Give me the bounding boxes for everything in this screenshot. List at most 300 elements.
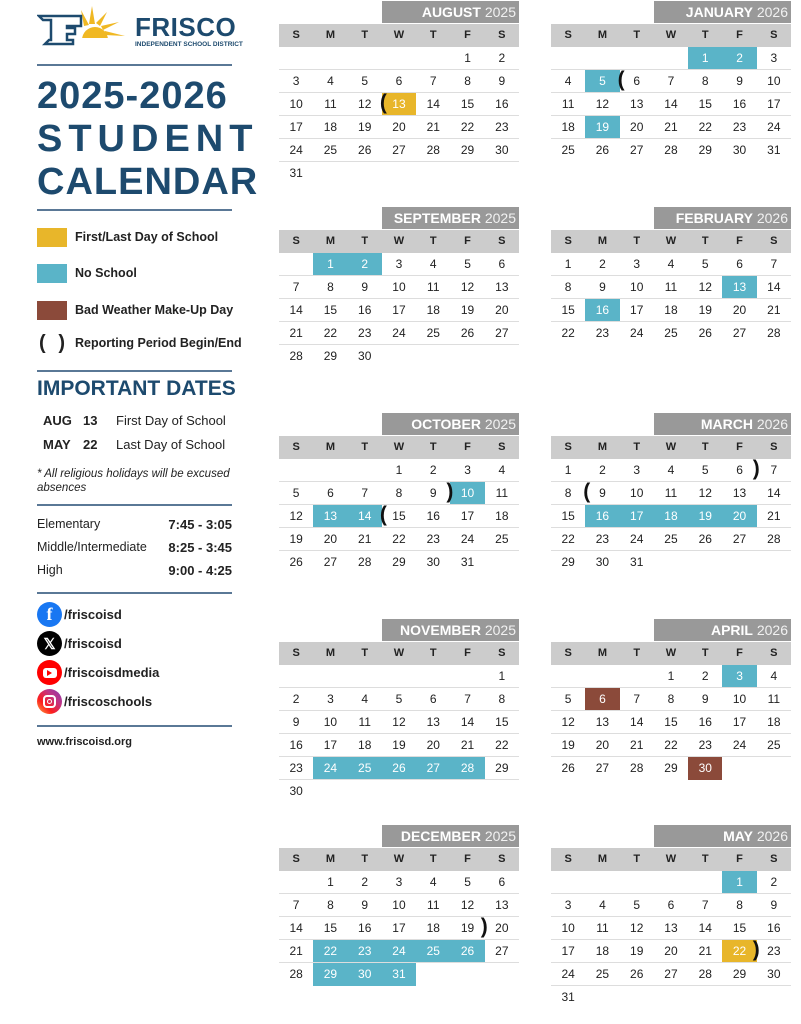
day-cell: 25 <box>595 967 610 981</box>
divider <box>37 209 232 211</box>
day-cell: 27 <box>732 326 747 340</box>
weekday-label: S <box>498 853 506 865</box>
day-cell: 8 <box>327 280 334 294</box>
day-cell: 3 <box>292 74 300 88</box>
week-row <box>279 322 519 345</box>
weekday-label: W <box>393 235 405 247</box>
weekday-label: S <box>498 647 506 659</box>
day-cell: 23 <box>595 532 610 546</box>
day-cell: 20 <box>495 921 509 935</box>
weekday-label: W <box>393 853 405 865</box>
day-cell: 14 <box>698 921 712 935</box>
day-cell: 12 <box>392 715 406 729</box>
weekday-label: W <box>665 647 677 659</box>
weekday-header <box>551 642 791 665</box>
month-header <box>382 207 519 229</box>
day-cell: 14 <box>289 921 303 935</box>
day-cell: 6 <box>498 257 506 271</box>
day-cell: 11 <box>427 280 440 294</box>
month-name: FEBRUARY <box>675 210 753 226</box>
day-cell: 26 <box>698 532 712 546</box>
day-cell: 6 ( <box>617 68 641 91</box>
day-cell <box>485 345 519 368</box>
weekday-label: T <box>429 853 437 865</box>
day-cell: 15 <box>495 715 509 729</box>
day-cell: 9 ) <box>429 480 454 503</box>
week-row <box>551 757 791 780</box>
weekday-header <box>551 24 791 47</box>
social-instagram[interactable] <box>37 689 152 714</box>
weekday-label: S <box>292 647 300 659</box>
day-cell: 3 <box>633 257 641 271</box>
weekday-label: F <box>464 29 471 41</box>
day-cell <box>757 986 791 1009</box>
day-cell: 15 <box>698 97 712 111</box>
weekday-header <box>551 848 791 871</box>
weekday-label: T <box>633 29 641 41</box>
day-cell <box>585 986 619 1009</box>
day-cell: 14 <box>664 97 678 111</box>
day-cell: 23 <box>767 944 781 958</box>
divider <box>37 64 232 66</box>
teal-swatch <box>37 264 67 283</box>
social-handle[interactable]: /friscoschools <box>64 694 153 709</box>
day-cell: 21 <box>767 303 781 317</box>
weekday-label: F <box>464 853 471 865</box>
week-row <box>279 93 519 116</box>
week-row <box>279 253 519 276</box>
day-cell: 22 <box>460 120 475 134</box>
day-cell: 7 <box>464 692 471 706</box>
day-cell: 16 <box>358 921 372 935</box>
week-row <box>279 780 519 803</box>
day-cell: 30 <box>358 349 372 363</box>
day-cell: 15 <box>460 97 475 111</box>
day-cell: 2 <box>292 692 300 706</box>
day-cell: 21 <box>664 120 678 134</box>
day-cell: 3 <box>722 665 756 687</box>
title-calendar: CALENDAR <box>37 161 259 203</box>
week-row <box>279 345 519 368</box>
divider <box>37 370 232 372</box>
day-cell: 7 <box>770 257 778 271</box>
day-cell: 1 <box>564 463 572 477</box>
weekday-label: T <box>633 235 641 247</box>
day-cell: 14 <box>767 280 781 294</box>
week-row <box>551 482 791 505</box>
day-cell: 17 <box>561 944 575 958</box>
day-cell: 20 <box>722 505 756 527</box>
title-years: 2025-2026 <box>37 75 228 117</box>
month-year: 2025 <box>480 4 516 20</box>
day-cell: 7 <box>770 463 778 477</box>
month-year: 2026 <box>752 828 788 844</box>
week-row <box>279 551 519 574</box>
school-hours: 9:00 - 4:25 <box>168 563 232 578</box>
day-cell: 12 <box>595 97 610 111</box>
social-handle[interactable]: /friscoisd <box>64 636 122 651</box>
day-cell: 18 <box>767 715 781 729</box>
day-cell: 22 <box>561 326 575 340</box>
x-icon: 𝕏 <box>37 631 62 656</box>
social-x[interactable] <box>37 631 122 656</box>
day-cell: 5 <box>464 257 471 271</box>
reporting-end-mark: ) <box>480 915 488 938</box>
day-cell: 28 <box>698 967 712 981</box>
week-row <box>551 276 791 299</box>
day-cell: 23 <box>495 120 509 134</box>
day-cell: 21 <box>426 120 440 134</box>
reporting-begin-mark: ( <box>379 503 387 526</box>
month-year: 2026 <box>752 210 788 226</box>
weekday-label: M <box>325 853 335 865</box>
weekday-label: T <box>701 853 709 865</box>
reporting-end-mark: ) <box>446 480 454 503</box>
day-cell <box>313 665 347 687</box>
important-date-row <box>43 413 226 428</box>
day-cell: 23 <box>595 326 610 340</box>
day-cell: 30 <box>767 967 781 981</box>
day-cell: 19 <box>392 738 406 752</box>
day-cell: 16 <box>767 921 781 935</box>
day-cell: 3 <box>395 257 403 271</box>
month-header <box>654 413 791 435</box>
weekday-label: T <box>701 235 709 247</box>
weekday-label: S <box>564 441 572 453</box>
day-cell: 16 <box>358 303 372 317</box>
hours-high <box>37 563 232 578</box>
open-paren: ( <box>39 331 46 354</box>
legend-no-school <box>37 263 137 283</box>
week-row <box>279 757 519 780</box>
weekday-label: S <box>564 853 572 865</box>
week-row <box>279 871 519 894</box>
week-row <box>279 162 519 185</box>
weekday-label: W <box>665 441 677 453</box>
week-row <box>551 505 791 528</box>
day-cell <box>348 162 382 185</box>
week-row <box>279 276 519 299</box>
day-cell: 10 <box>732 692 747 706</box>
week-row <box>279 505 519 528</box>
day-cell: 15 <box>561 303 575 317</box>
day-cell <box>416 162 450 185</box>
day-cell: 2 <box>770 875 778 889</box>
week-row <box>551 986 791 1009</box>
day-cell: 24 <box>561 967 575 981</box>
week-row <box>279 688 519 711</box>
day-cell: 20 <box>495 303 509 317</box>
day-cell: 11 <box>427 898 440 912</box>
weekday-label: T <box>361 853 369 865</box>
day-cell: 7 <box>292 898 300 912</box>
day-cell: 31 <box>460 555 475 569</box>
website-link[interactable]: www.friscoisd.org <box>37 736 132 748</box>
day-cell: 1 <box>688 47 722 69</box>
day-cell: 8 <box>395 486 403 500</box>
day-cell: 19 <box>289 532 303 546</box>
weekday-label: T <box>361 235 369 247</box>
day-cell: 1 <box>395 463 403 477</box>
day-cell: 29 <box>460 143 475 157</box>
legend-label: Bad Weather Make-Up Day <box>75 303 234 317</box>
day-cell: 20 <box>732 303 747 317</box>
day-cell <box>722 986 756 1009</box>
week-row <box>551 93 791 116</box>
weekday-label: T <box>361 647 369 659</box>
day-cell: 2 <box>361 875 369 889</box>
day-cell: 1 <box>498 669 506 683</box>
week-row <box>279 917 519 940</box>
day-cell: 7 <box>361 486 369 500</box>
day-cell <box>416 963 450 986</box>
day-cell <box>450 963 484 986</box>
school-hours: 7:45 - 3:05 <box>168 517 232 532</box>
day-cell: 11 <box>358 715 371 729</box>
day-cell: 24 <box>289 143 303 157</box>
day-cell: 21 <box>698 944 712 958</box>
date-month: MAY <box>43 437 71 452</box>
day-cell: 27 <box>630 143 644 157</box>
day-cell: 14 <box>289 303 303 317</box>
day-cell: 28 <box>767 532 781 546</box>
month-name: OCTOBER <box>411 416 481 432</box>
brown-swatch <box>37 301 67 320</box>
day-cell: 3 <box>564 898 572 912</box>
divider <box>37 504 232 506</box>
social-handle[interactable]: /friscoisdmedia <box>64 665 160 680</box>
day-cell: 5 <box>633 898 641 912</box>
day-cell: 11 <box>664 280 678 294</box>
week-row <box>279 528 519 551</box>
day-cell <box>279 665 313 687</box>
weekday-header <box>279 848 519 871</box>
hours-middle <box>37 540 232 555</box>
day-cell: 26 <box>698 326 712 340</box>
day-cell: 12 <box>698 486 712 500</box>
weekday-label: S <box>292 29 300 41</box>
day-cell: 2 <box>429 463 437 477</box>
school-level: Middle/Intermediate <box>37 540 147 554</box>
day-cell: 4 <box>599 898 606 912</box>
day-cell: 29 <box>732 967 747 981</box>
day-cell <box>485 963 519 986</box>
weekday-label: F <box>736 853 743 865</box>
day-cell: 17 <box>620 505 654 527</box>
instagram-icon <box>37 689 62 714</box>
legend-first-last-day <box>37 227 218 247</box>
weekday-label: F <box>736 647 743 659</box>
day-cell: 15 <box>732 921 747 935</box>
day-cell: 11 <box>767 692 781 706</box>
day-cell: 15 <box>323 921 338 935</box>
day-cell <box>313 162 347 185</box>
weekday-label: S <box>292 441 300 453</box>
day-cell: 11 <box>324 97 337 111</box>
week-row <box>551 871 791 894</box>
day-cell: 17 <box>392 921 406 935</box>
week-row <box>279 711 519 734</box>
day-cell: 28 <box>767 326 781 340</box>
day-cell: 23 <box>289 761 303 775</box>
month-name: SEPTEMBER <box>393 210 481 226</box>
day-cell: 10 <box>323 715 338 729</box>
weekday-label: S <box>292 853 300 865</box>
day-cell: 24 <box>313 757 347 779</box>
day-cell: 8 <box>667 692 675 706</box>
day-cell: 16 <box>426 509 440 523</box>
month-header <box>654 207 791 229</box>
social-facebook[interactable] <box>37 602 122 627</box>
day-cell: 25 <box>561 143 575 157</box>
day-cell: 23 <box>358 326 372 340</box>
day-cell: 18 <box>426 921 440 935</box>
day-cell: 17 <box>289 120 303 134</box>
weekday-label: M <box>325 29 335 41</box>
day-cell: 23 <box>348 940 382 962</box>
day-cell: 25 <box>664 532 678 546</box>
day-cell: 30 <box>732 143 747 157</box>
parentheses-icon <box>37 332 67 355</box>
day-cell <box>585 665 619 687</box>
weekday-header <box>279 230 519 253</box>
week-row <box>279 459 519 482</box>
weekday-label: T <box>633 647 641 659</box>
day-cell: 20 <box>664 944 678 958</box>
day-cell: 26 <box>450 940 484 962</box>
weekday-label: T <box>361 29 369 41</box>
day-cell: 11 <box>561 97 575 111</box>
day-cell <box>620 665 654 687</box>
month-header <box>382 1 519 23</box>
reporting-begin-mark: ( <box>583 480 591 503</box>
month-name: AUGUST <box>421 4 481 20</box>
day-cell: 15 <box>323 303 338 317</box>
day-cell: 4 <box>361 692 369 706</box>
day-cell <box>654 47 688 69</box>
day-cell <box>450 665 484 687</box>
month-header <box>382 619 519 641</box>
day-cell: 14 <box>426 97 440 111</box>
day-cell: 24 <box>630 326 644 340</box>
day-cell <box>279 253 313 275</box>
day-cell <box>620 47 654 69</box>
weekday-label: S <box>770 853 778 865</box>
day-cell: 20 <box>595 738 610 752</box>
day-cell <box>585 47 619 69</box>
day-cell: 22 <box>392 532 406 546</box>
weekday-label: W <box>393 647 405 659</box>
day-cell: 5 <box>395 692 403 706</box>
day-cell: 13 <box>595 715 610 729</box>
day-cell: 25 <box>426 326 440 340</box>
day-cell: 18 <box>664 303 678 317</box>
day-cell: 22 <box>698 120 712 134</box>
legend-bad-weather <box>37 300 233 320</box>
day-cell: 5 <box>464 875 471 889</box>
day-cell: 7 <box>292 280 300 294</box>
day-cell <box>382 665 416 687</box>
social-handle[interactable]: /friscoisd <box>64 607 122 622</box>
day-cell: 12 <box>561 715 575 729</box>
weekday-label: M <box>325 235 335 247</box>
yellow-swatch <box>37 228 67 247</box>
day-cell: 10 <box>561 921 575 935</box>
day-cell: 8 <box>464 74 471 88</box>
day-cell: 13 <box>313 505 347 527</box>
date-event: First Day of School <box>116 413 226 428</box>
social-youtube[interactable] <box>37 660 159 685</box>
day-cell <box>313 780 347 803</box>
week-row <box>279 734 519 757</box>
weekday-label: T <box>429 441 437 453</box>
day-cell: 19 <box>698 303 712 317</box>
day-cell: 3 <box>633 463 641 477</box>
week-row <box>551 47 791 70</box>
date-day: 13 <box>83 413 98 428</box>
weekday-header <box>551 230 791 253</box>
day-cell: 8 <box>564 280 572 294</box>
day-cell: 4 <box>564 74 572 88</box>
day-cell: 20 <box>323 532 338 546</box>
day-cell <box>654 871 688 893</box>
day-cell: 12 <box>358 97 372 111</box>
weekday-label: M <box>597 235 607 247</box>
day-cell: 26 <box>630 967 644 981</box>
day-cell: 13 <box>426 715 440 729</box>
day-cell: 9 <box>701 692 709 706</box>
religious-holidays-note: * All religious holidays will be excused absences <box>37 468 230 494</box>
weekday-label: W <box>665 29 677 41</box>
day-cell <box>348 665 382 687</box>
day-cell: 27 <box>495 326 509 340</box>
reporting-begin-mark: ( <box>379 91 387 114</box>
week-row <box>279 47 519 70</box>
month-header <box>654 619 791 641</box>
weekday-label: T <box>701 441 709 453</box>
month-year: 2025 <box>480 828 516 844</box>
week-row <box>279 299 519 322</box>
hours-elementary <box>37 517 232 532</box>
day-cell <box>688 986 722 1009</box>
weekday-label: W <box>393 29 405 41</box>
day-cell: 19 ) <box>460 915 488 938</box>
weekday-label: T <box>429 29 437 41</box>
day-cell: 30 <box>289 784 303 798</box>
day-cell <box>416 47 450 69</box>
day-cell: 24 <box>460 532 475 546</box>
day-cell: 18 <box>323 120 338 134</box>
day-cell: 8 <box>736 898 743 912</box>
day-cell: 31 <box>382 963 416 986</box>
day-cell: 29 <box>323 349 338 363</box>
day-cell: 7 <box>429 74 437 88</box>
day-cell: 30 <box>595 555 610 569</box>
day-cell: 25 <box>348 757 382 779</box>
day-cell: 20 <box>392 120 406 134</box>
day-cell: 5 <box>564 692 572 706</box>
day-cell: 1 <box>464 51 471 65</box>
month-year: 2025 <box>480 210 516 226</box>
day-cell: 24 <box>630 532 644 546</box>
day-cell: 4 <box>429 875 437 889</box>
day-cell: 16 <box>585 299 619 321</box>
day-cell: 1 <box>564 257 572 271</box>
day-cell: 14 <box>630 715 644 729</box>
school-hours: 8:25 - 3:45 <box>168 540 232 555</box>
weekday-label: F <box>736 29 743 41</box>
day-cell: 20 <box>630 120 644 134</box>
